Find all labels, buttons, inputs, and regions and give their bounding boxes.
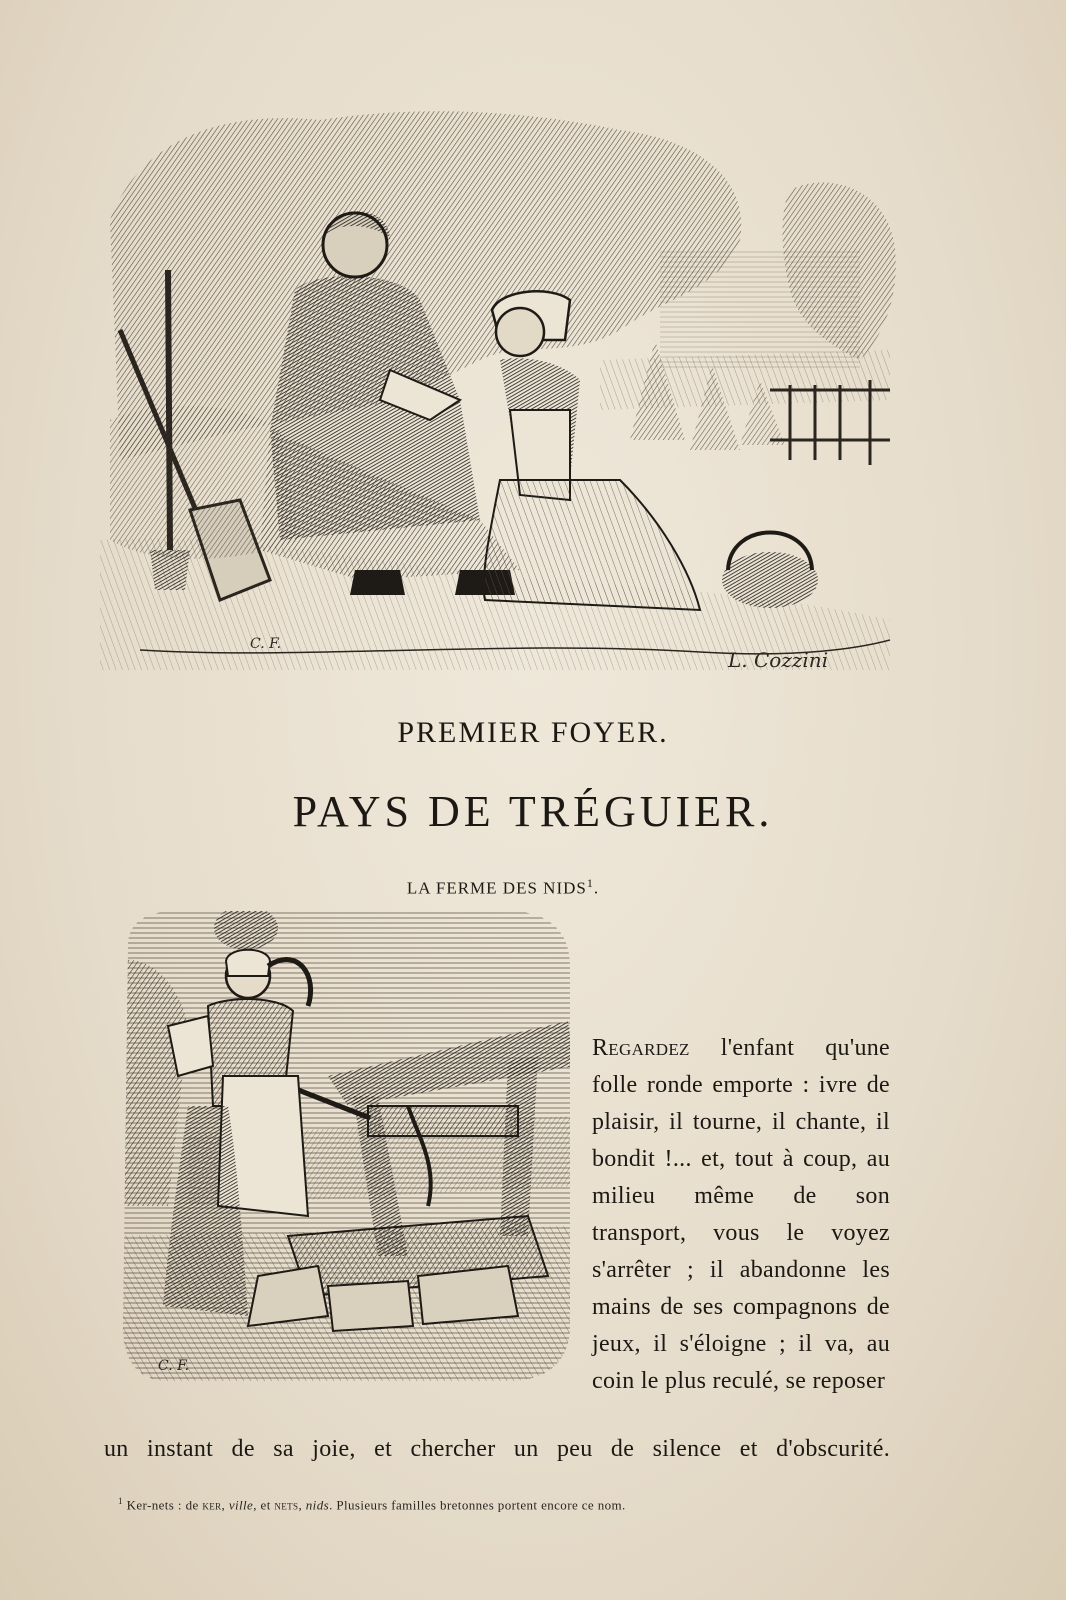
opening-word: Regardez xyxy=(592,1035,690,1061)
paragraph-last-line: un instant de sa joie, et chercher un peu de silence et d'obscurité. xyxy=(104,1436,890,1462)
footnote-text-2: , et xyxy=(253,1497,275,1513)
footnote-sep-2: , xyxy=(298,1497,306,1513)
body-paragraph xyxy=(592,1030,890,1400)
engraver-signature: L. Cozzini xyxy=(728,648,829,672)
footnote-mark: 1 xyxy=(118,1496,123,1506)
top-illustration xyxy=(100,100,900,680)
footnote-word-ker: ker xyxy=(202,1497,222,1513)
section-heading: PREMIER FOYER. xyxy=(397,716,669,749)
footnote-gloss-nids: nids xyxy=(305,1497,330,1513)
monogram-signature-bottom: C. F. xyxy=(158,1358,190,1374)
footnote xyxy=(118,1496,858,1513)
footnote-term: Ker-nets xyxy=(126,1497,175,1513)
chapter-title-period: . xyxy=(593,878,600,898)
top-engraving-image xyxy=(100,100,900,680)
region-heading: PAYS DE TRÉGUIER. xyxy=(292,787,774,836)
chapter-heading xyxy=(0,876,1006,899)
footnote-text-1: : de xyxy=(174,1497,203,1513)
footnote-word-nets: nets xyxy=(274,1497,299,1513)
footnote-gloss-ville: ville xyxy=(228,1497,254,1513)
bottom-engraving-image xyxy=(108,906,574,1386)
bottom-illustration xyxy=(108,906,574,1386)
footnote-reference: 1 xyxy=(586,876,594,890)
footnote-sep-1: , xyxy=(221,1497,229,1513)
paragraph-text: l'enfant qu'une folle ronde emporte : ivre de plaisir, il tourne, il chante, il bondit !... et, tout à coup, au milieu même de son transport, vous le voyez s'arrêter ; il abandonne les mains de ses compagnons de jeux, il s'éloigne ; il va, au coin le plus reculé, se reposer xyxy=(592,1035,890,1394)
monogram-signature-top: C. F. xyxy=(250,636,282,652)
chapter-title: LA FERME DES NIDS xyxy=(406,878,587,898)
footnote-text-3: . Plusieurs familles bretonnes portent encore ce nom. xyxy=(329,1497,626,1513)
